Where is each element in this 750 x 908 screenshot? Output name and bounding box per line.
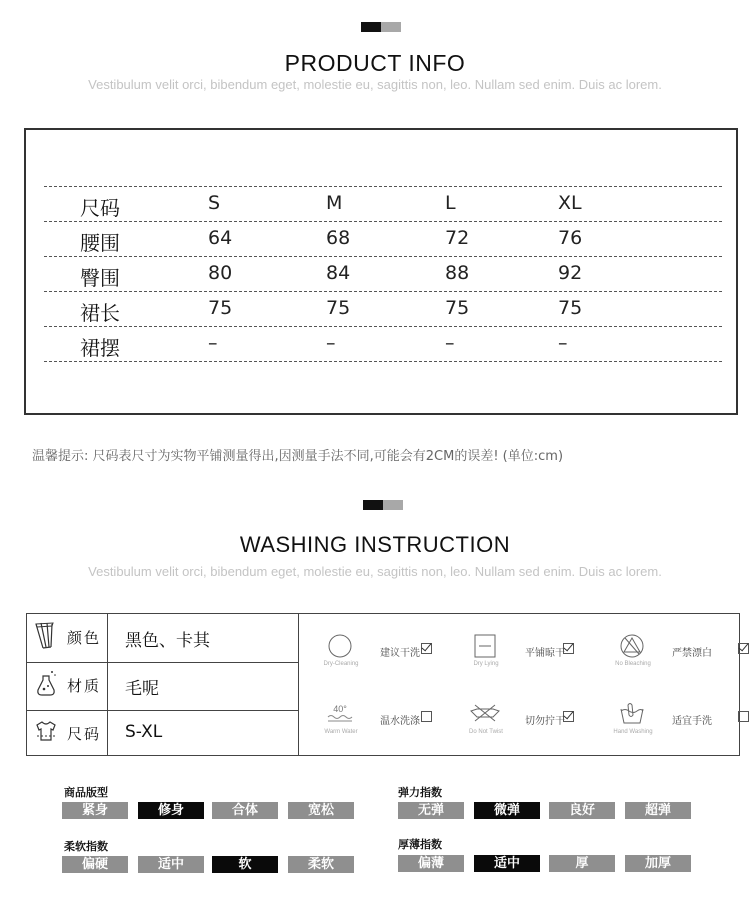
- thickness-option: 适中: [474, 855, 540, 872]
- thickness-option: 偏薄: [398, 855, 464, 872]
- attr-label: 材质: [67, 677, 102, 695]
- cell: –: [326, 332, 336, 354]
- stretch-option: 微弹: [474, 802, 540, 819]
- care-text: 温水洗涤: [380, 716, 420, 727]
- care-no-bleaching: [602, 629, 742, 673]
- stretch-option: 超弹: [625, 802, 691, 819]
- size-row-skirt-length: [0, 292, 750, 326]
- unchecked-box-icon: [738, 711, 749, 722]
- checked-box-icon: [738, 643, 749, 654]
- care-text: 切勿拧干: [525, 716, 565, 727]
- product-info-title: PRODUCT INFO: [284, 50, 466, 76]
- hand-washing-icon: [612, 701, 652, 727]
- dry-lying-icon: [465, 633, 505, 659]
- care-caption: Dry-Cleaning: [323, 661, 359, 667]
- attr-value: 黑色、卡其: [125, 631, 210, 651]
- row-label: 裙长: [80, 301, 120, 325]
- care-dry-cleaning: [310, 629, 450, 673]
- unchecked-box-icon: [421, 711, 432, 722]
- attr-row-size: [27, 710, 298, 757]
- warm-water-symbol: 40°: [333, 704, 347, 714]
- thickness-option: 加厚: [625, 855, 691, 872]
- fit-option: 合体: [212, 802, 278, 819]
- softness-index-title: 柔软指数: [64, 840, 108, 853]
- checked-box-icon: [421, 643, 432, 654]
- row-label: 臀围: [80, 266, 120, 290]
- cell: 76: [558, 227, 583, 249]
- softness-option: 柔软: [288, 856, 354, 873]
- care-text: 建议干洗: [380, 648, 420, 659]
- cell: 84: [326, 262, 351, 284]
- cell: 75: [445, 297, 470, 319]
- attr-value: 毛呢: [125, 679, 159, 699]
- attr-label: 颜色: [67, 629, 102, 647]
- checked-box-icon: [563, 643, 574, 654]
- thickness-index-title: 厚薄指数: [398, 838, 442, 851]
- size-row-hem: [0, 327, 750, 361]
- cell: M: [326, 192, 343, 214]
- softness-option: 偏硬: [62, 856, 128, 873]
- care-caption: Do Not Twist: [469, 729, 503, 735]
- care-warm-water: [310, 697, 450, 741]
- section-divider-icon: [361, 22, 401, 32]
- cell: 72: [445, 227, 470, 249]
- size-tip: 温馨提示: 尺码表尺寸为实物平铺测量得出,因测量手法不同,可能会有2CM的误差! (单位:cm): [32, 449, 564, 464]
- cell: 80: [208, 262, 233, 284]
- table-divider: [44, 361, 722, 362]
- softness-option: 软: [212, 856, 278, 873]
- care-hand-washing: [602, 697, 742, 741]
- attr-row-material: [27, 662, 298, 709]
- cell: –: [558, 332, 568, 354]
- section-divider-icon: [363, 500, 403, 510]
- cell: 64: [208, 227, 233, 249]
- fit-option: 修身: [138, 802, 204, 819]
- attr-value: S-XL: [125, 722, 163, 742]
- warm-water-icon: [320, 701, 360, 727]
- cell: S: [208, 192, 221, 214]
- washing-table: [26, 613, 740, 756]
- row-label: 腰围: [80, 231, 120, 255]
- care-text: 平铺晾干: [525, 648, 565, 659]
- stretch-option: 良好: [549, 802, 615, 819]
- care-text: 严禁漂白: [672, 648, 712, 659]
- attr-row-color: [27, 614, 298, 661]
- softness-option: 适中: [138, 856, 204, 873]
- product-info-subtitle: Vestibulum velit orci, bibendum eget, molestie eu, sagittis non, leo. Nullam sed enim. Duis ac lorem.: [88, 77, 662, 92]
- size-row-hip: [0, 257, 750, 291]
- care-caption: Warm Water: [324, 729, 358, 735]
- row-label: 裙摆: [80, 336, 120, 360]
- cell: 92: [558, 262, 583, 284]
- cell: XL: [558, 192, 582, 214]
- fit-option: 紧身: [62, 802, 128, 819]
- cell: 75: [208, 297, 233, 319]
- size-shirt-icon: [33, 716, 59, 746]
- care-dry-lying: [455, 629, 595, 673]
- material-bottle-icon: [33, 668, 59, 698]
- cell: 88: [445, 262, 470, 284]
- dry-cleaning-icon: [320, 633, 360, 659]
- care-do-not-twist: [455, 697, 595, 741]
- color-swatch-icon: [33, 620, 59, 650]
- washing-subtitle: Vestibulum velit orci, bibendum eget, molestie eu, sagittis non, leo. Nullam sed enim. Duis ac lorem.: [88, 564, 662, 579]
- thickness-option: 厚: [549, 855, 615, 872]
- size-row-size: [0, 187, 750, 221]
- care-caption: Hand Washing: [613, 729, 653, 735]
- cell: 68: [326, 227, 351, 249]
- row-label: 尺码: [80, 196, 120, 220]
- cell: 75: [558, 297, 583, 319]
- cell: 75: [326, 297, 351, 319]
- no-bleaching-icon: [612, 633, 652, 659]
- fit-index-title: 商品版型: [64, 786, 108, 799]
- attr-label: 尺码: [67, 725, 102, 743]
- care-caption: No Bleaching: [615, 661, 651, 667]
- stretch-index-title: 弹力指数: [398, 786, 442, 799]
- do-not-twist-icon: [465, 701, 505, 727]
- fit-option: 宽松: [288, 802, 354, 819]
- care-caption: Dry Lying: [473, 661, 499, 667]
- checked-box-icon: [563, 711, 574, 722]
- stretch-option: 无弹: [398, 802, 464, 819]
- cell: L: [445, 192, 456, 214]
- cell: –: [445, 332, 455, 354]
- cell: –: [208, 332, 218, 354]
- size-row-waist: [0, 222, 750, 256]
- washing-title: WASHING INSTRUCTION: [239, 532, 511, 557]
- care-text: 适宜手洗: [672, 716, 712, 727]
